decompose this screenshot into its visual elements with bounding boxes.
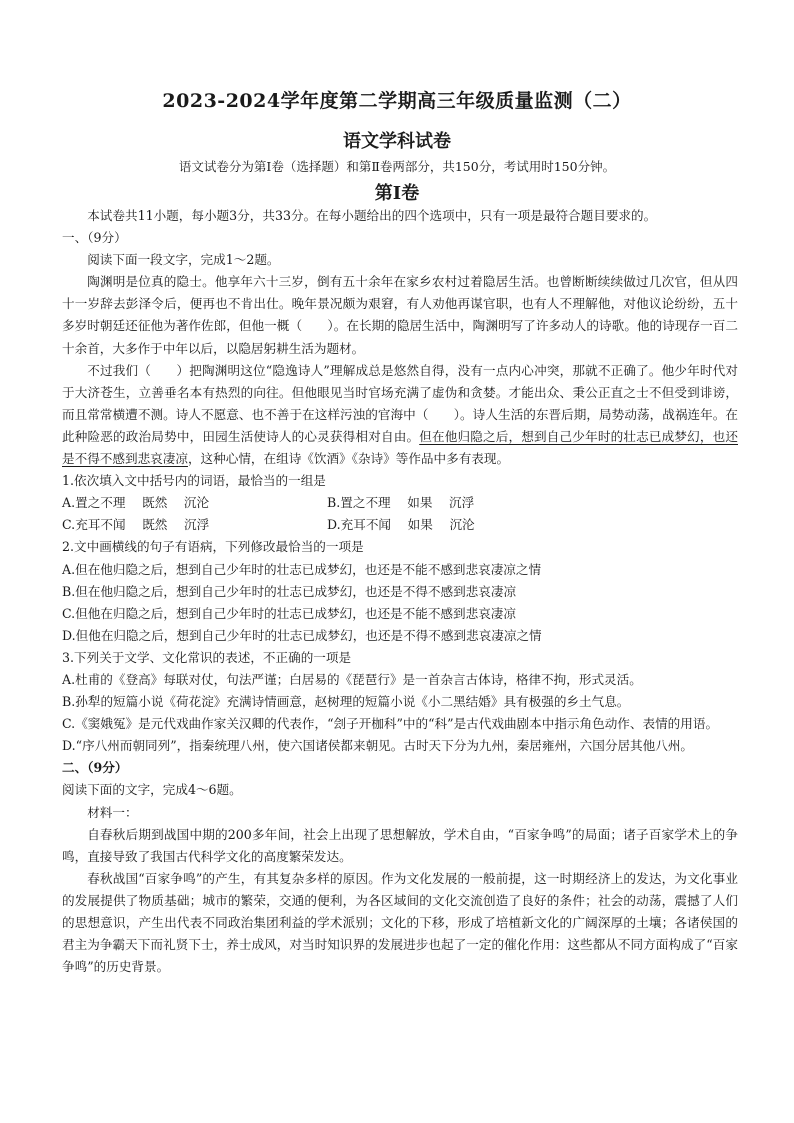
option-a: A.置之不理 既然 沉沦 <box>62 495 210 511</box>
passage-paragraph-1: 陶渊明是位真的隐士。他享年六十三岁，倒有五十余年在家乡农村过着隐居生活。也曾断断续续做过几次官，但从四十一岁辞去彭泽令后，便再也不肯出仕。晚年景况颇为艰窘，有人劝他再谋官职，也有人不理解他，对他议论纷纷，五十多岁时朝廷还征他为著作佐郎，但他一概（ ）。在长期的隐居生活中，陶渊明写了许多动人的诗歌。他的诗现存一百二十余首，大多作于中年以后，以隐居躬耕生活为题材。 <box>62 274 738 356</box>
passage-paragraph-2 <box>62 360 738 470</box>
option-d: D.充耳不闻 如果 沉沦 <box>327 517 475 533</box>
exam-note: 语文试卷分为第Ⅰ卷（选择题）和第Ⅱ卷两部分，共150分，考试用时150分钟。 <box>178 159 616 174</box>
material-paragraph-2: 春秋战国“百家争鸣”的产生，有其复杂多样的原因。作为文化发展的一般前提，这一时期经济上的发达，为文化事业的发展提供了物质基础；城市的繁荣，交通的便利，为各区域间的文化交流创造了良好的条件；社会的动荡，震撼了人们的思想意识，产生出代表不同政治集团利益的学术派别；文化的下移，形成了培植新文化的广阔深厚的土壤；各诸侯国的君主为争霸天下而礼贤下士，养士成风，对当时知识界的发展进步也起了一定的催化作用：这些都从不同方面构成了“百家争鸣”的历史背景。 <box>62 870 738 975</box>
exam-body <box>62 205 738 978</box>
question-2-option-b: B.但在他归隐之后，想到自己少年时的壮志已成梦幻，也还是不得不感到悲哀凄凉 <box>62 583 517 599</box>
question-1-options-row-2 <box>62 514 738 536</box>
option-c: C.充耳不闻 既然 沉浮 <box>62 517 210 533</box>
question-2-option-a: A.但在他归隐之后，想到自己少年时的壮志已成梦幻，也还是不能不感到悲哀凄凉之情 <box>62 561 542 577</box>
question-3-option-a: A.杜甫的《登高》每联对仗，句法严谨；白居易的《琵琶行》是一首杂言古体诗，格律不拘，形式灵活。 <box>62 671 642 687</box>
paragraph-2-text: 不过我们（ ）把陶渊明这位“隐逸诗人”理解成总是悠然自得，没有一点内心冲突，那就不正确了。他少年时代对于大济苍生，立善垂名本有热烈的向往。但他眼见当时官场充满了虚伪和贪婪。才能出众、秉公正直之士不但受到诽谤，而且常常横遭不测。诗人不愿意、也不善于在这样污浊的官海中（ ）。诗人生活的东晋后期，局势动荡，战祸连年。在此种险恶的政治局势中，田园生活使诗人的心灵获得相对自由。 <box>62 362 738 444</box>
question-2-option-d: D.但他在归隐之后，想到自己少年时的壮志已成梦幻，也还是不得不感到悲哀凄凉之情 <box>62 627 542 643</box>
section-2-intro: 阅读下面的文字，完成4～6题。 <box>62 782 242 798</box>
exam-subtitle: 语文学科试卷 <box>343 131 451 152</box>
section-2-heading: 二、（9分） <box>62 760 128 776</box>
question-3-stem: 3.下列关于文学、文化常识的表述，不正确的一项是 <box>62 649 352 665</box>
instructions: 本试卷共11小题，每小题3分，共33分。在每小题给出的四个选项中，只有一项是最符合题目要求的。 <box>87 208 657 223</box>
material-paragraph-1: 自春秋后期到战国中期的200多年间，社会上出现了思想解放，学术自由，“百家争鸣”的局面；诸子百家学术上的争鸣，直接导致了我国古代科学文化的高度繁荣发达。 <box>62 826 738 864</box>
material-label: 材料一： <box>87 804 138 820</box>
question-2-option-c: C.但他在归隐之后，想到自己少年时的壮志已成梦幻，也还是不能不感到悲哀凄凉 <box>62 605 516 621</box>
volume-heading: 第Ⅰ卷 <box>374 183 420 204</box>
option-b: B.置之不理 如果 沉浮 <box>327 495 475 511</box>
section-1-heading: 一、（9分） <box>62 230 127 246</box>
question-3-option-c: C.《窦娥冤》是元代戏曲作家关汉卿的代表作，“刽子开枷科”中的“科”是古代戏曲剧本中指示角色动作、表情的用语。 <box>62 716 719 732</box>
question-2-stem: 2.文中画横线的句子有语病，下列修改最恰当的一项是 <box>62 539 364 555</box>
question-1-stem: 1.依次填入文中括号内的词语，最恰当的一组是 <box>62 473 326 489</box>
paragraph-2-ending: ，这种心情，在组诗《饮酒》《杂诗》等作品中多有表现。 <box>187 451 510 467</box>
section-1-intro: 阅读下面一段文字，完成1～2题。 <box>87 252 280 268</box>
underlined-sentence: 但在他归隐之后，想到自己少年时的壮志已成梦幻，也还是不得不感到悲哀凄凉 <box>62 428 738 467</box>
question-3-option-d: D.“序八州而朝同列”，指秦统理八州，使六国诸侯都来朝见。古时天下分为九州，秦居雍州，六国分居其他八州。 <box>62 738 694 754</box>
question-1-options-row-1 <box>62 492 738 514</box>
question-3-option-b: B.孙犁的短篇小说《荷花淀》充满诗情画意，赵树理的短篇小说《小二黑结婚》具有极强的乡土气息。 <box>62 694 630 710</box>
exam-title: 2023-2024学年度第二学期高三年级质量监测（二） <box>162 90 632 112</box>
